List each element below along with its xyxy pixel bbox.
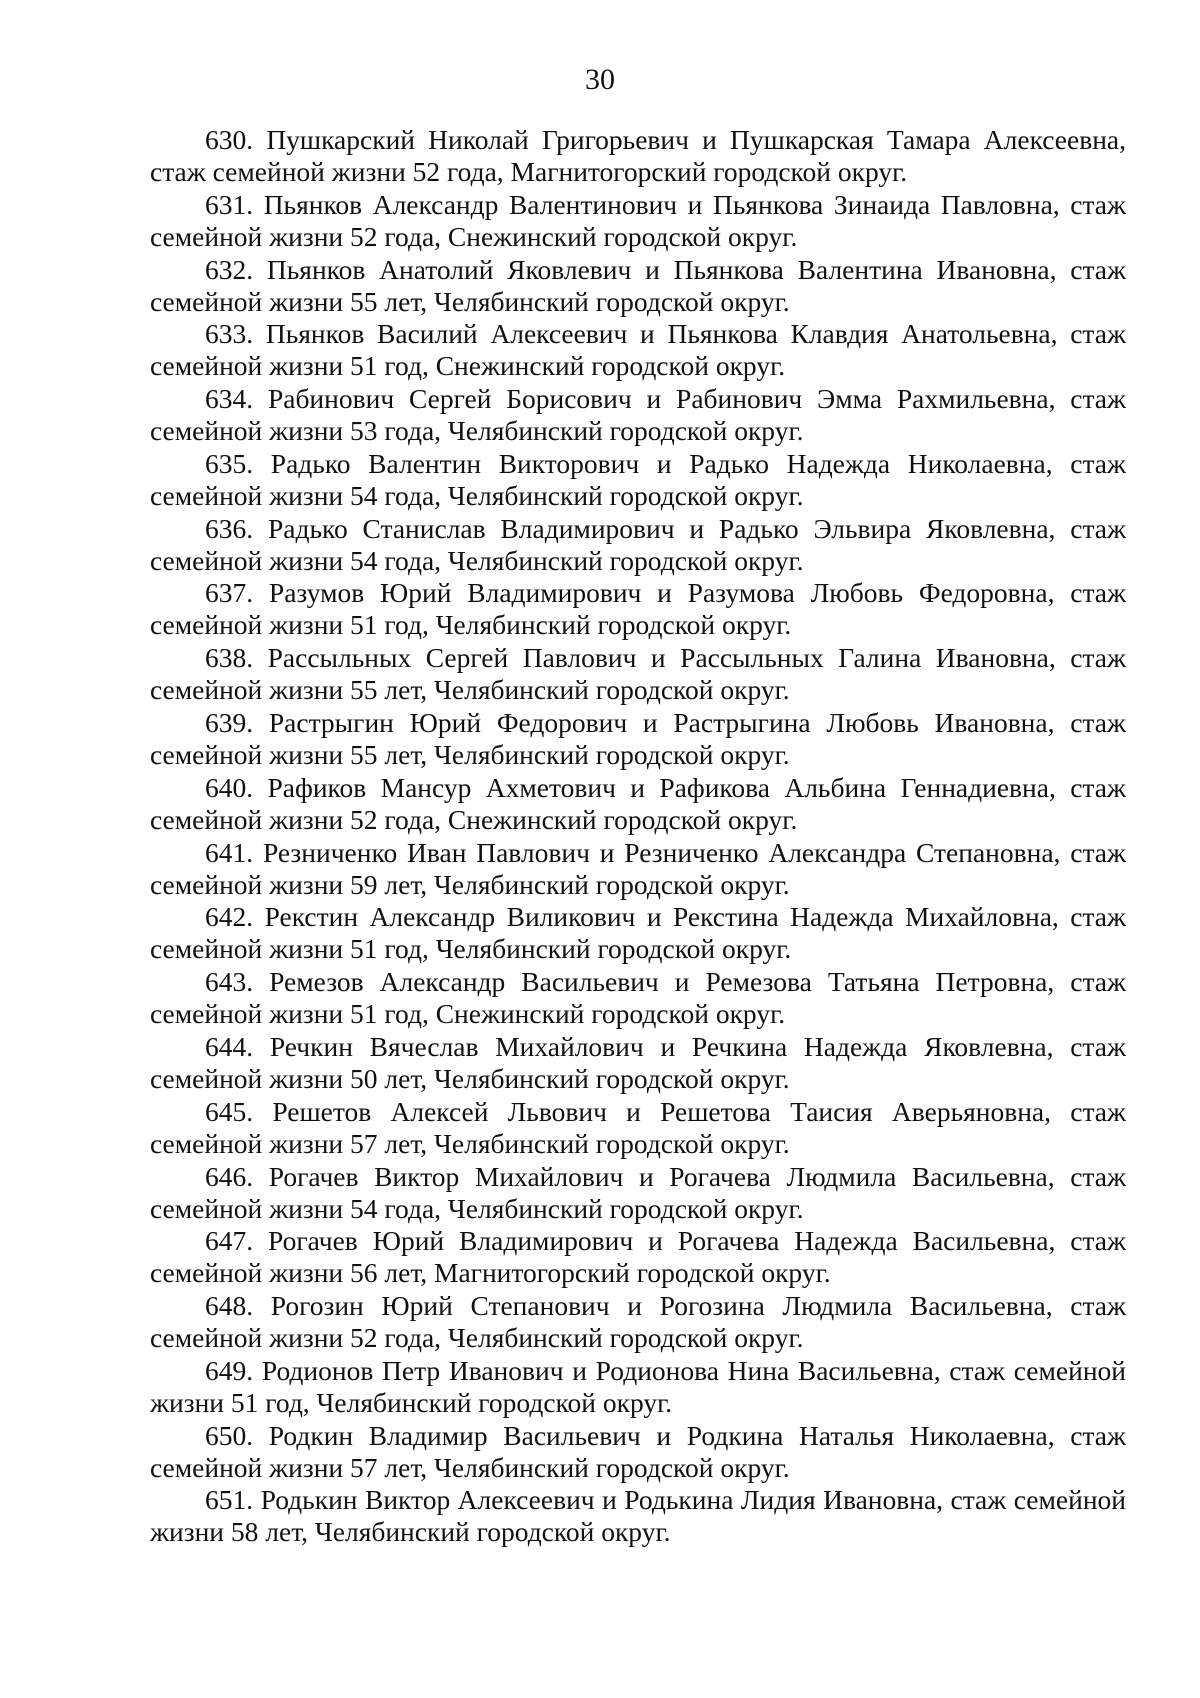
list-item (150, 1420, 1126, 1484)
entry-number: 647. (205, 1225, 254, 1257)
entry-number: 632. (205, 253, 254, 285)
entry-text: Рассыльных Сергей Павлович и Рассыльных Галина Ивановна, стаж семейной жизни 55 лет, Челябинский городской округ. (150, 642, 1126, 706)
entry-text: Разумов Юрий Владимирович и Разумова Любовь Федоровна, стаж семейной жизни 51 год, Челябинский городской округ. (150, 577, 1126, 641)
entry-text: Пушкарский Николай Григорьевич и Пушкарская Тамара Алексеевна, стаж семейной жизни 52 года, Магнитогорский городской округ. (150, 124, 1126, 187)
list-item (150, 448, 1126, 512)
list-item (150, 318, 1126, 382)
list-item (150, 124, 1126, 188)
entry-number: 631. (205, 188, 254, 220)
list-item (150, 513, 1126, 577)
list-item (150, 1355, 1126, 1419)
entry-text: Пьянков Анатолий Яковлевич и Пьянкова Валентина Ивановна, стаж семейной жизни 55 лет, Челябинский городской округ. (150, 253, 1126, 317)
entry-text: Рекстин Александр Виликович и Рекстина Надежда Михайловна, стаж семейной жизни 51 год, Челябинский городской округ. (150, 901, 1126, 965)
entry-number: 641. (205, 836, 254, 868)
list-item (150, 383, 1126, 447)
entry-number: 651. (205, 1484, 254, 1516)
entry-text: Резниченко Иван Павлович и Резниченко Александра Степановна, стаж семейной жизни 59 лет, Челябинский городской округ. (150, 836, 1126, 900)
list-item (150, 1225, 1126, 1289)
entry-number: 639. (205, 707, 254, 739)
list-item (150, 707, 1126, 771)
entry-text: Ремезов Александр Васильевич и Ремезова Татьяна Петровна, стаж семейной жизни 51 год, Снежинский городской округ. (150, 966, 1126, 1030)
entry-number: 644. (205, 1030, 254, 1062)
entry-list (150, 124, 1126, 1549)
entry-text: Рогозин Юрий Степанович и Рогозина Людмила Васильевна, стаж семейной жизни 52 года, Челябинский городской округ. (150, 1290, 1126, 1354)
entry-number: 630. (205, 124, 254, 155)
list-item (150, 837, 1126, 901)
list-item (150, 1161, 1126, 1225)
list-item (150, 772, 1126, 836)
list-item (150, 1484, 1126, 1548)
entry-text: Пьянков Александр Валентинович и Пьянкова Зинаида Павловна, стаж семейной жизни 52 года, Снежинский городской округ. (150, 188, 1126, 252)
entry-text: Радько Станислав Владимирович и Радько Эльвира Яковлевна, стаж семейной жизни 54 года, Челябинский городской округ. (150, 512, 1126, 576)
entry-text: Рабинович Сергей Борисович и Рабинович Эмма Рахмильевна, стаж семейной жизни 53 года, Челябинский городской округ. (150, 383, 1126, 447)
entry-text: Родькин Виктор Алексеевич и Родькина Лидия Ивановна, стаж семейной жизни 58 лет, Челябинский городской округ. (150, 1484, 1126, 1548)
page-number: 30 (585, 63, 615, 96)
entry-text: Рогачев Виктор Михайлович и Рогачева Людмила Васильевна, стаж семейной жизни 54 года, Челябинский городской округ. (150, 1160, 1126, 1224)
entry-number: 643. (205, 966, 254, 998)
list-item (150, 1290, 1126, 1354)
list-item (150, 966, 1126, 1030)
entry-number: 650. (205, 1419, 254, 1451)
list-item (150, 577, 1126, 641)
entry-number: 642. (205, 901, 254, 933)
list-item (150, 189, 1126, 253)
list-item (150, 254, 1126, 318)
entry-number: 633. (205, 318, 254, 350)
list-item (150, 901, 1126, 965)
entry-text: Решетов Алексей Львович и Решетова Таисия Аверьяновна, стаж семейной жизни 57 лет, Челябинский городской округ. (150, 1095, 1126, 1159)
entry-number: 638. (205, 642, 254, 674)
entry-number: 648. (205, 1290, 254, 1322)
entry-text: Родионов Петр Иванович и Родионова Нина Васильевна, стаж семейной жизни 51 год, Челябинский городской округ. (150, 1354, 1126, 1418)
entry-number: 649. (205, 1354, 254, 1386)
entry-text: Родкин Владимир Васильевич и Родкина Наталья Николаевна, стаж семейной жизни 57 лет, Челябинский городской округ. (150, 1419, 1126, 1483)
entry-text: Радько Валентин Викторович и Радько Надежда Николаевна, стаж семейной жизни 54 года, Челябинский городской округ. (150, 447, 1126, 511)
entry-text: Рогачев Юрий Владимирович и Рогачева Надежда Васильевна, стаж семейной жизни 56 лет, Магнитогорский городской округ. (150, 1225, 1126, 1289)
entry-text: Речкин Вячеслав Михайлович и Речкина Надежда Яковлевна, стаж семейной жизни 50 лет, Челябинский городской округ. (150, 1030, 1126, 1094)
list-item (150, 642, 1126, 706)
entry-number: 645. (205, 1095, 254, 1127)
entry-number: 637. (205, 577, 254, 609)
list-item (150, 1031, 1126, 1095)
entry-number: 646. (205, 1160, 254, 1192)
list-item (150, 1096, 1126, 1160)
entry-number: 640. (205, 771, 254, 803)
entry-text: Пьянков Василий Алексеевич и Пьянкова Клавдия Анатольевна, стаж семейной жизни 51 год, Снежинский городской округ. (150, 318, 1126, 382)
entry-number: 636. (205, 512, 254, 544)
entry-number: 635. (205, 447, 254, 479)
entry-text: Рафиков Мансур Ахметович и Рафикова Альбина Геннадиевна, стаж семейной жизни 52 года, Снежинский городской округ. (150, 771, 1126, 835)
entry-text: Растрыгин Юрий Федорович и Растрыгина Любовь Ивановна, стаж семейной жизни 55 лет, Челябинский городской округ. (150, 707, 1126, 771)
entry-number: 634. (205, 383, 254, 415)
